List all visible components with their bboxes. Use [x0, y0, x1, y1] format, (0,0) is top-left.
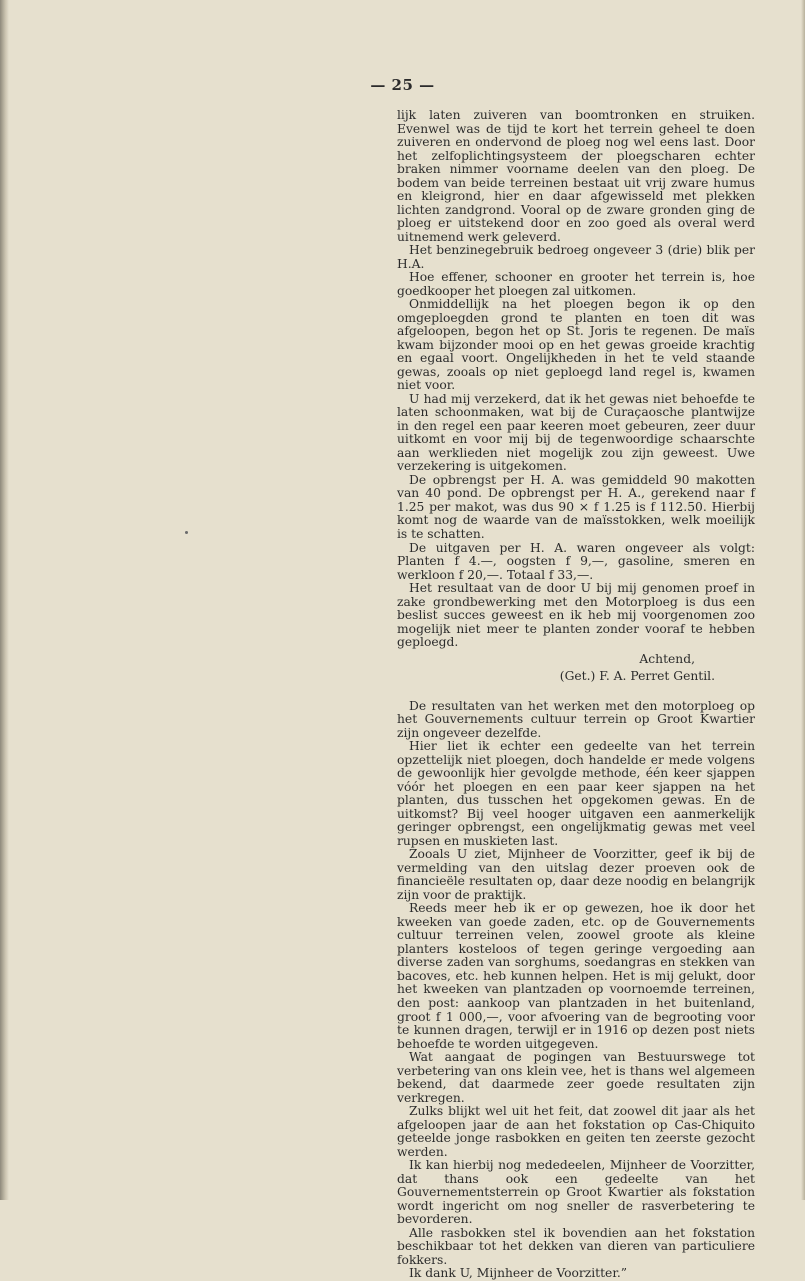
stray-ink-mark: [185, 531, 188, 534]
paragraph: U had mij verzekerd, dat ik het gewas niet behoefde te laten schoonmaken, wat bij de Curaçaosche plantwijze in den regel een paar keeren moet gebeuren, zeer duur uitkomt en voor mij bij de tegenwoordige schaarschte aan werklieden niet mogelijk zou zijn geweest. Uwe verzekering is uitgekomen.: [397, 391, 755, 474]
paragraph: Wat aangaat de pogingen van Bestuurswege tot verbetering van ons klein vee, het is thans wel algemeen bekend, dat daarmede zeer goede resultaten zijn verkregen.: [397, 1050, 755, 1105]
paragraph: Onmiddellijk na het ploegen begon ik op den omgeploegden grond te planten en toen dit was afgeloopen, begon het op St. Joris te regenen. De maïs kwam bijzonder mooi op en het gewas groeide krachtig en egaal voort. Ongelijkheden in het te veld staande gewas, zooals op niet geploegd land regel is, kwamen niet voor.: [397, 297, 755, 393]
paragraph: Reeds meer heb ik er op gewezen, hoe ik door het kweeken van goede zaden, etc. op de Gouvernements cultuur terreinen velen, zoowel groote als kleine planters kosteloos of tegen geringe vergoeding aan diverse zaden van sorghums, soedangras en stekken van bacoves, etc. heb kunnen helpen. Het is mij gelukt, door het kweeken van plantzaden op voornoemde terreinen, den post: aankoop van plantzaden in het buitenland, groot f 1 000,—, voor afvoering van de begrooting voor te kunnen dragen, terwijl er in 1916 op dezen post niets behoefde te worden uitgegeven.: [397, 901, 755, 1051]
paragraph: De resultaten van het werken met den motorploeg op het Gouvernements cultuur terrein op Groot Kwartier zijn ongeveer dezelfde.: [397, 698, 755, 740]
page-binding-edge: [0, 0, 9, 1200]
paragraph: Zooals U ziet, Mijnheer de Voorzitter, geef ik bij de vermelding van den uitslag dezer proeven ook de financieële resultaten op, daar deze noodig en belangrijk zijn voor de praktijk.: [397, 847, 755, 902]
paragraph: De uitgaven per H. A. waren ongeveer als volgt: Planten f 4.—, oogsten f 9,—, gasoline, smeren en werkloon f 20,—. Totaal f 33,—.: [397, 540, 755, 582]
paragraph: lijk laten zuiveren van boomtronken en struiken. Evenwel was de tijd te kort het terrein geheel te doen zuiveren en ondervond de ploeg nog wel eens last. Door het zelfoplichtingsysteem der ploegscharen echter braken nimmer voorname deelen van den ploeg. De bodem van beide terreinen bestaat uit vrij zware humus en kleigrond, hier en daar afgewisseld met plekken lichten zandgrond. Vooral op de zware gronden ging de ploeg er uitstekend door en zoo goed als overal werd uitnemend werk geleverd.: [397, 108, 755, 244]
letter-signature: (Get.) F. A. Perret Gentil.: [559, 669, 715, 684]
paragraph: Ik dank U, Mijnheer de Voorzitter.”: [409, 1266, 628, 1281]
paragraph: Hoe effener, schooner en grooter het terrein is, hoe goedkooper het ploegen zal uitkomen.: [397, 270, 755, 298]
paragraph: Zulks blijkt wel uit het feit, dat zoowel dit jaar als het afgeloopen jaar de aan het fokstation op Cas-Chiquito geteelde jonge rasbokken en geiten ten zeerste gezocht werden.: [397, 1104, 755, 1159]
paragraph: Hier liet ik echter een gedeelte van het terrein opzettelijk niet ploegen, doch handelde er mede volgens de gewoonlijk hier gevolgde methode, één keer sjappen vóór het ploegen en een paar keer sjappen na het planten, dus tusschen het opgekomen gewas. En de uitkomst? Bij veel hooger uitgaven een aanmerkelijk geringer opbrengst, een ongelijkmatig gewas met veel rupsen en muskieten last.: [397, 739, 755, 848]
letter-closing: Achtend,: [639, 651, 695, 666]
paragraph: Het resultaat van de door U bij mij genomen proef in zake grondbewerking met den Motorploeg is dus een beslist succes geweest en ik heb mij voorgenomen zoo mogelijk niet meer te planten zonder vooraf te hebben geploegd.: [397, 581, 755, 650]
page-right-edge: [801, 0, 805, 1200]
body-text: [397, 109, 755, 1281]
paragraph: Alle rasbokken stel ik bovendien aan het fokstation beschikbaar tot het dekken van dieren van particuliere fokkers.: [397, 1225, 755, 1267]
paragraph: Het benzinegebruik bedroeg ongeveer 3 (drie) blik per H.A.: [397, 243, 755, 271]
paragraph: Ik kan hierbij nog mededeelen, Mijnheer de Voorzitter, dat thans ook een gedeelte van het Gouvernementsterrein op Groot Kwartier als fokstation wordt ingericht om nog sneller de rasverbetering te bevorderen.: [397, 1158, 755, 1227]
paragraph: De opbrengst per H. A. was gemiddeld 90 makotten van 40 pond. De opbrengst per H. A., gerekend naar f 1.25 per makot, was dus 90 × f 1.25 is f 112.50. Hierbij komt nog de waarde van de maïsstokken, welk moeilijk is te schatten.: [397, 472, 755, 541]
page-number: — 25 —: [370, 76, 435, 94]
